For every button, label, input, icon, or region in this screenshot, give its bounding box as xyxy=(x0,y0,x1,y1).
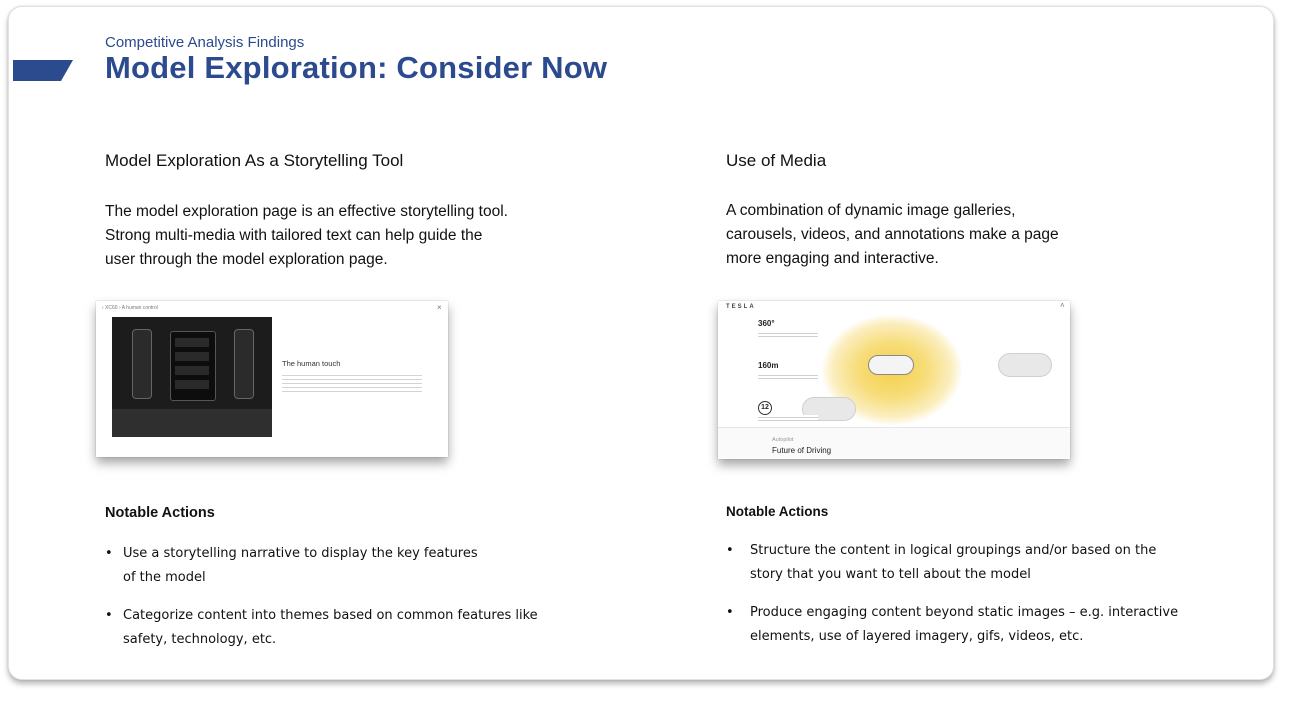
car-main xyxy=(868,355,914,375)
close-icon: × xyxy=(437,303,442,312)
bullet-icon: • xyxy=(726,605,734,620)
screenshot-breadcrumb: ‹ XC60 › A human control xyxy=(102,305,158,311)
bullet-icon: • xyxy=(726,543,734,558)
right-bullet-list xyxy=(726,539,1206,663)
right-body xyxy=(726,199,1059,271)
stat-desc xyxy=(758,331,818,337)
screenshot-footer xyxy=(718,427,1070,458)
left-notable-heading: Notable Actions xyxy=(105,505,215,521)
right-notable-heading: Notable Actions xyxy=(726,504,829,519)
vent-right xyxy=(234,329,254,399)
car-right xyxy=(998,353,1052,377)
slide xyxy=(8,6,1274,680)
stat-desc xyxy=(758,373,818,379)
bullet-line: Produce engaging content beyond static images – e.g. interactive xyxy=(750,605,1179,620)
bullet-line: story that you want to tell about the model xyxy=(750,567,1031,582)
right-body-line: carousels, videos, and annotations make a page xyxy=(726,226,1059,243)
bullet-line: of the model xyxy=(123,570,206,585)
list-item xyxy=(105,542,555,590)
bullet-icon: • xyxy=(105,608,113,623)
left-body-line: user through the model exploration page. xyxy=(105,251,388,268)
bullet-line: Use a storytelling narrative to display the key features xyxy=(123,546,478,561)
bullet-line: Categorize content into themes based on common features like xyxy=(123,608,538,623)
list-item xyxy=(726,539,1206,587)
tesla-logo: TESLA xyxy=(726,304,756,310)
footer-label: Autopilot xyxy=(772,437,794,443)
right-body-line: A combination of dynamic image galleries, xyxy=(726,202,1016,219)
bullet-line: elements, use of layered imagery, gifs, videos, etc. xyxy=(750,629,1084,644)
right-body-line: more engaging and interactive. xyxy=(726,250,939,267)
chevron-up-icon: ˄ xyxy=(1060,301,1065,310)
display-row xyxy=(175,338,209,347)
slide-title: Model Exploration: Consider Now xyxy=(105,50,608,85)
slide-subtitle: Competitive Analysis Findings xyxy=(105,34,305,51)
left-body xyxy=(105,200,508,272)
list-item xyxy=(105,604,555,652)
screenshot-caption-title: The human touch xyxy=(282,359,341,368)
stat-160m: 160m xyxy=(758,361,779,370)
center-display xyxy=(170,331,216,401)
left-body-line: Strong multi-media with tailored text can help guide the xyxy=(105,227,483,244)
display-row xyxy=(175,352,209,361)
display-row xyxy=(175,366,209,375)
left-bullet-list xyxy=(105,542,555,666)
stat-360: 360° xyxy=(758,319,775,328)
left-heading: Model Exploration As a Storytelling Tool xyxy=(105,151,404,170)
dashboard-image xyxy=(112,317,272,437)
dashboard-controls xyxy=(112,409,272,437)
stat-12: 12 xyxy=(758,401,772,415)
right-heading: Use of Media xyxy=(726,151,827,170)
bullet-icon: • xyxy=(105,546,113,561)
left-body-line: The model exploration page is an effective storytelling tool. xyxy=(105,203,508,220)
bullet-line: Structure the content in logical groupings and/or based on the xyxy=(750,543,1157,558)
screenshot-caption-text xyxy=(282,372,422,394)
vent-left xyxy=(132,329,152,399)
volvo-screenshot xyxy=(96,301,448,457)
accent-bar xyxy=(13,60,73,81)
tesla-screenshot xyxy=(718,301,1070,459)
display-row xyxy=(175,380,209,389)
bullet-line: safety, technology, etc. xyxy=(123,632,277,647)
footer-title: Future of Driving xyxy=(772,446,832,455)
list-item xyxy=(726,601,1206,649)
stat-desc xyxy=(758,415,818,421)
